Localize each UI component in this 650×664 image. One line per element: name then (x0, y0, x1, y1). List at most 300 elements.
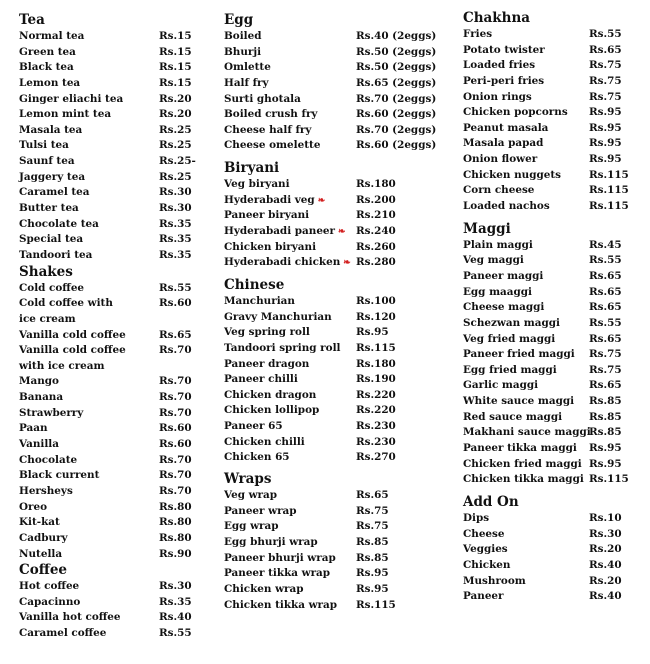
item-name: Paneer dragon (224, 357, 310, 370)
item-name: Cheese (463, 527, 505, 540)
item-price: Rs.80 (159, 516, 192, 529)
item-price: Rs.85 (589, 410, 622, 423)
menu-item (19, 248, 192, 264)
item-price: Rs.60 (159, 297, 192, 310)
item-name: Peri-peri fries (463, 74, 545, 87)
item-name: Cheese half fry (224, 123, 312, 136)
item-name: Makhani sauce maggi (463, 426, 591, 439)
menu-item (224, 566, 389, 582)
section-title: Biryani (224, 160, 280, 177)
menu-item (463, 316, 622, 332)
item-name: Paneer maggi (463, 269, 544, 282)
menu-item (463, 574, 622, 590)
item-price: Rs.30 (159, 580, 192, 593)
menu-column (463, 10, 629, 605)
item-name: Chocolate tea (19, 217, 99, 230)
menu-item (224, 403, 396, 419)
item-price: Rs.55 (589, 316, 622, 329)
item-name: Paneer 65 (224, 420, 283, 433)
item-name: Normal tea (19, 30, 85, 42)
item-name: Tandoori tea (19, 248, 93, 261)
item-price: Rs.75 (589, 90, 622, 103)
item-price: Rs.85 (356, 551, 389, 564)
item-name: Paneer bhurji wrap (224, 551, 336, 564)
item-name: Chicken (463, 558, 511, 571)
menu-item (224, 419, 396, 435)
item-name: Loaded fries (463, 59, 536, 72)
item-name: Vanilla hot coffee (19, 611, 121, 624)
item-price: Rs.100 (356, 294, 396, 307)
item-price: Rs.15 (159, 30, 192, 42)
chili-icon: ❧ (317, 195, 326, 206)
item-name: Paneer tikka wrap (224, 567, 331, 580)
item-name: Fries (463, 28, 493, 40)
menu-item (463, 27, 622, 43)
menu-item (19, 76, 192, 92)
item-name: Chicken nuggets (463, 168, 561, 181)
menu-item (463, 238, 622, 254)
menu-column (224, 12, 437, 613)
item-name: Cold coffee with (19, 297, 113, 310)
item-price: Rs.70 (159, 453, 192, 466)
menu-item (463, 90, 622, 106)
item-price: Rs.75 (589, 363, 622, 376)
item-price: Rs.65 (159, 328, 192, 341)
item-price: Rs.260 (356, 240, 396, 253)
menu-item (224, 504, 389, 520)
item-name: Veg biryani (224, 178, 290, 191)
item-name: Hyderabadi veg ❧ (224, 193, 326, 206)
item-price: Rs.230 (356, 435, 396, 448)
item-price: Rs.25 (159, 139, 192, 152)
item-name: Chicken lollipop (224, 404, 320, 417)
item-price: Rs.40 (2eggs) (356, 30, 437, 42)
menu-item (19, 232, 192, 248)
item-price: Rs.240 (356, 225, 396, 238)
menu-item (224, 240, 396, 256)
item-price: Rs.20 (159, 108, 192, 121)
menu-item (19, 92, 192, 108)
section-title: Chakhna (463, 10, 531, 26)
item-name: Onion rings (463, 90, 532, 103)
item-price: Rs.80 (159, 531, 192, 544)
menu-item (19, 359, 105, 375)
item-price: Rs.30 (589, 527, 622, 540)
item-name: White sauce maggi (463, 395, 575, 408)
menu-item (19, 138, 192, 154)
section-title: Wraps (224, 471, 272, 488)
item-name: Veg fried maggi (463, 332, 556, 345)
item-name: Banana (19, 391, 64, 404)
item-price: Rs.20 (589, 543, 622, 556)
item-name: Hyderabadi chicken ❧ (224, 256, 351, 269)
item-name: Caramel coffee (19, 627, 107, 640)
menu-item (463, 183, 629, 199)
item-price: Rs.95 (589, 442, 622, 455)
item-name: Cheese omelette (224, 139, 321, 152)
item-price: Rs.65 (589, 332, 622, 345)
menu-item (19, 531, 192, 547)
menu-section-egg (224, 12, 437, 154)
item-price: Rs.65 (589, 269, 622, 282)
item-price: Rs.70 (159, 469, 192, 482)
menu-item (19, 626, 192, 642)
item-name: Chicken chilli (224, 435, 305, 448)
menu-item (19, 328, 192, 344)
item-price: Rs.70 (159, 391, 192, 404)
item-price: Rs.95 (356, 582, 389, 595)
section-title: Chinese (224, 276, 285, 293)
item-name: Dips (463, 511, 490, 524)
menu-item (463, 542, 622, 558)
item-price: Rs.85 (589, 426, 622, 439)
item-name: Chicken wrap (224, 582, 304, 595)
item-name: Paneer wrap (224, 504, 297, 517)
item-name: Paneer chilli (224, 373, 298, 386)
menu-item (463, 269, 622, 285)
menu-item (463, 410, 622, 426)
item-price: Rs.115 (589, 200, 629, 213)
menu-item (19, 453, 192, 469)
item-price: Rs.75 (356, 520, 389, 533)
item-name: Lemon mint tea (19, 108, 112, 121)
item-name: Omlette (224, 61, 271, 74)
menu-item (224, 357, 396, 373)
item-price: Rs.75 (589, 59, 622, 72)
section-title: Maggi (463, 220, 511, 237)
item-price: Rs.15 (159, 61, 192, 74)
item-price: Rs.180 (356, 178, 396, 191)
menu-item (19, 437, 192, 453)
item-name: Gravy Manchurian (224, 310, 332, 323)
menu-item (19, 579, 192, 595)
menu-item (224, 294, 396, 310)
item-price: Rs.35 (159, 217, 192, 230)
section-title: Shakes (19, 263, 73, 280)
item-price: Rs.95 (356, 567, 389, 580)
menu-item (19, 421, 192, 437)
item-name: Vanilla cold coffee (19, 328, 126, 341)
item-price: Rs.65 (589, 285, 622, 298)
menu-item (224, 76, 437, 92)
item-name: Egg maaggi (463, 285, 533, 298)
menu-item (224, 372, 396, 388)
item-price: Rs.70 (2eggs) (356, 123, 437, 136)
menu-item (19, 29, 192, 45)
item-name: Chicken popcorns (463, 106, 568, 119)
menu-item (463, 378, 622, 394)
menu-item (19, 312, 76, 328)
menu-item (19, 296, 192, 312)
item-name: Mushroom (463, 574, 526, 587)
item-name: Chicken 65 (224, 451, 290, 464)
menu-item (463, 394, 622, 410)
item-price: Rs.70 (159, 375, 192, 388)
item-price: Rs.25 (159, 170, 192, 183)
item-name: Veg spring roll (224, 326, 310, 339)
item-name: Veggies (463, 543, 508, 556)
item-price: Rs.70 (2eggs) (356, 92, 437, 105)
menu-section-chinese (224, 276, 396, 466)
item-price: Rs.35 (159, 248, 192, 261)
menu-item (463, 285, 622, 301)
menu-item (224, 388, 396, 404)
item-name: Nutella (19, 547, 63, 560)
item-price: Rs.95 (589, 153, 622, 166)
item-name: Mango (19, 375, 59, 388)
menu-item (463, 74, 622, 90)
menu-item (224, 450, 396, 466)
item-price: Rs.60 (159, 438, 192, 451)
menu-item (19, 484, 192, 500)
item-price: Rs.115 (589, 473, 629, 486)
menu-item (224, 535, 389, 551)
item-name: Loaded nachos (463, 200, 550, 213)
menu-item (224, 598, 396, 614)
item-price: Rs.190 (356, 373, 396, 386)
item-price: Rs.30 (159, 186, 192, 199)
item-name: Chocolate (19, 453, 78, 466)
menu-item (463, 199, 629, 215)
item-name: Paneer biryani (224, 209, 310, 222)
item-name: Egg fried maggi (463, 363, 557, 376)
item-name: Capacinno (19, 595, 81, 608)
item-price: Rs.95 (356, 326, 389, 339)
item-price: Rs.90 (159, 547, 192, 560)
menu-item (463, 168, 629, 184)
item-name: Hot coffee (19, 580, 80, 593)
item-name: Onion flower (463, 153, 538, 166)
item-name: Masala papad (463, 137, 544, 150)
menu-item (463, 152, 622, 168)
menu-item (463, 105, 622, 121)
item-price: Rs.20 (589, 574, 622, 587)
item-price: Rs.70 (159, 344, 192, 357)
item-price: Rs.115 (356, 341, 396, 354)
menu-item (224, 488, 389, 504)
menu-item (19, 170, 192, 186)
menu-item (463, 472, 629, 488)
item-name: Red sauce maggi (463, 410, 563, 423)
menu-item (463, 43, 622, 59)
menu-item (463, 457, 622, 473)
menu-section-shakes (19, 263, 192, 563)
item-price: Rs.65 (2eggs) (356, 76, 437, 89)
chili-icon: ❧ (343, 258, 351, 269)
item-price: Rs.95 (589, 121, 622, 134)
item-price: Rs.60 (159, 422, 192, 435)
menu-item (224, 310, 396, 326)
menu-item (463, 527, 622, 543)
item-name: Paneer (463, 590, 504, 603)
item-name: Ginger eliachi tea (19, 92, 124, 105)
menu-item (224, 325, 389, 341)
item-price: Rs.280 (356, 256, 396, 269)
menu-item (224, 45, 437, 61)
item-price: Rs.85 (356, 535, 389, 548)
item-name: Hersheys (19, 484, 73, 497)
item-name: Green tea (19, 45, 76, 58)
item-name: Masala tea (19, 123, 83, 136)
menu-item (19, 500, 192, 516)
menu-item (224, 123, 437, 139)
menu-item (224, 582, 389, 598)
menu-item (19, 154, 196, 170)
item-name: Boiled crush fry (224, 108, 318, 121)
item-name: Butter tea (19, 202, 79, 215)
item-price: Rs.55 (589, 28, 622, 40)
item-price: Rs.50 (2eggs) (356, 45, 437, 58)
item-name: Schezwan maggi (463, 316, 560, 329)
item-name: Veg maggi (463, 254, 524, 267)
item-price: Rs.85 (589, 395, 622, 408)
item-name: Garlic maggi (463, 379, 539, 392)
menu-item (463, 253, 622, 269)
item-price: Rs.30 (159, 202, 192, 215)
item-name: Vanilla cold coffee (19, 344, 126, 357)
item-name: Plain maggi (463, 238, 533, 251)
item-name: Chicken tikka maggi (463, 473, 584, 486)
item-name: Chicken dragon (224, 388, 317, 401)
menu-item (19, 468, 192, 484)
item-price: Rs.65 (589, 379, 622, 392)
item-name: Saunf tea (19, 155, 75, 168)
item-price: Rs.25- (159, 155, 196, 168)
menu-item (463, 121, 622, 137)
item-name: Tandoori spring roll (224, 341, 341, 354)
menu-item (463, 425, 622, 441)
item-name: Lemon tea (19, 76, 81, 89)
menu-item (224, 193, 396, 209)
item-name: Peanut masala (463, 121, 549, 134)
menu-item (19, 390, 192, 406)
menu-item (19, 281, 192, 297)
menu-item (463, 136, 622, 152)
chili-icon: ❧ (338, 227, 346, 238)
item-price: Rs.60 (2eggs) (356, 139, 437, 152)
menu-item (19, 343, 192, 359)
item-price: Rs.40 (159, 611, 192, 624)
item-name: Corn cheese (463, 184, 535, 197)
item-price: Rs.220 (356, 404, 396, 417)
item-price: Rs.40 (589, 558, 622, 571)
item-price: Rs.120 (356, 310, 396, 323)
menu-section-maggi (463, 220, 629, 488)
menu-item (19, 547, 192, 563)
item-price: Rs.75 (356, 504, 389, 517)
item-price: Rs.15 (159, 76, 192, 89)
item-name: Black tea (19, 61, 74, 74)
menu-item (463, 300, 622, 316)
menu-item (224, 107, 437, 123)
menu-item (463, 332, 622, 348)
menu-item (19, 123, 192, 139)
menu-item (224, 60, 437, 76)
item-price: Rs.35 (159, 233, 192, 246)
menu-item (19, 374, 192, 390)
menu-item (224, 341, 396, 357)
item-price: Rs.40 (589, 590, 622, 603)
item-price: Rs.115 (356, 598, 396, 611)
menu-item (224, 138, 437, 154)
menu-item (19, 107, 192, 123)
item-price: Rs.15 (159, 45, 192, 58)
item-price: Rs.50 (2eggs) (356, 61, 437, 74)
menu-column (19, 12, 196, 642)
item-name: Veg wrap (224, 489, 278, 502)
menu-item (19, 217, 192, 233)
item-price: Rs.95 (589, 137, 622, 150)
item-name: Strawberry (19, 406, 84, 419)
item-name: Surti ghotala (224, 92, 301, 105)
item-name: Paneer tikka maggi (463, 442, 577, 455)
item-name: Hyderabadi paneer ❧ (224, 225, 346, 238)
section-title: Coffee (19, 562, 68, 579)
item-name: with ice cream (19, 359, 105, 372)
menu-item (19, 185, 192, 201)
item-name: Black current (19, 469, 100, 482)
menu-item (19, 610, 192, 626)
menu-item (19, 406, 192, 422)
item-price: Rs.180 (356, 357, 396, 370)
item-price: Rs.60 (2eggs) (356, 108, 437, 121)
item-price: Rs.115 (589, 184, 629, 197)
menu-item (224, 255, 396, 271)
item-name: Kit-kat (19, 516, 60, 529)
item-name: Oreo (19, 500, 48, 513)
item-price: Rs.55 (159, 627, 192, 640)
menu-item (19, 515, 192, 531)
item-name: Boiled (224, 30, 262, 42)
menu-item (224, 92, 437, 108)
menu-item (224, 177, 396, 193)
item-price: Rs.230 (356, 420, 396, 433)
section-title: Tea (19, 12, 45, 28)
item-name: Cadbury (19, 531, 68, 544)
item-price: Rs.20 (159, 92, 192, 105)
item-price: Rs.70 (159, 484, 192, 497)
menu-item (19, 45, 192, 61)
item-price: Rs.55 (589, 254, 622, 267)
item-name: Vanilla (19, 438, 59, 451)
item-name: Jaggery tea (19, 170, 86, 183)
item-name: Cold coffee (19, 281, 85, 294)
item-name: Cheese maggi (463, 301, 545, 314)
item-name: Chicken biryani (224, 240, 317, 253)
item-price: Rs.10 (589, 511, 622, 524)
menu-item (19, 201, 192, 217)
item-name: Manchurian (224, 294, 295, 307)
section-title: Egg (224, 12, 254, 28)
item-name: Chicken tikka wrap (224, 598, 337, 611)
item-price: Rs.95 (589, 457, 622, 470)
item-name: Potato twister (463, 43, 545, 56)
item-price: Rs.55 (159, 281, 192, 294)
menu-section-biryani (224, 160, 396, 271)
menu-item (224, 519, 389, 535)
menu-item (19, 60, 192, 76)
item-name: Egg wrap (224, 520, 279, 533)
menu-item (463, 347, 622, 363)
menu-item (463, 441, 622, 457)
item-price: Rs.35 (159, 595, 192, 608)
menu-item (224, 29, 437, 45)
item-price: Rs.25 (159, 123, 192, 136)
menu-item (463, 589, 622, 605)
item-price: Rs.45 (589, 238, 622, 251)
item-name: Tulsi tea (19, 139, 69, 152)
item-price: Rs.75 (589, 74, 622, 87)
